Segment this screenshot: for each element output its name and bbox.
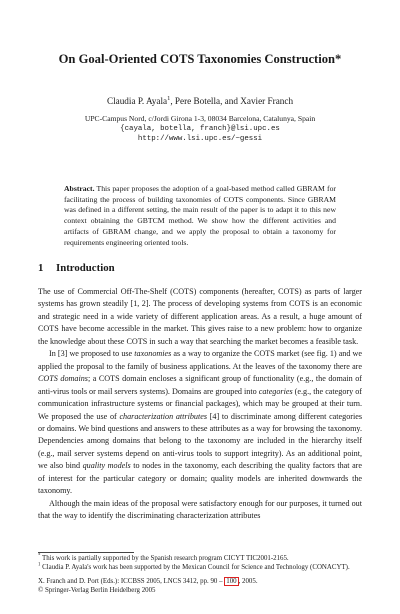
title-text: On Goal-Oriented COTS Taxonomies Construction (58, 52, 336, 66)
author-list (20, 96, 380, 107)
paper-title (20, 52, 380, 67)
footnote-2 (38, 564, 362, 573)
p2-text-1: In [3] we proposed to use (49, 349, 135, 359)
affiliation-block (20, 114, 380, 144)
footnote-rule (38, 552, 134, 553)
title-footnote-mark: * (335, 52, 342, 66)
footnote-1-mark: * (38, 553, 41, 559)
abstract (64, 184, 336, 248)
footnote-2-mark: 1 (38, 562, 41, 568)
abstract-text: This paper proposes the adoption of a goal-based method called GBRAM for facilitating the process of building taxonomies of COTS components. Since GBRAM was defined in a different setting, the main result of the paper is to adapt it to this new context obtaining the GBTCM method. We show how the different activities and artifacts of GBRAM change, and we apply the proposal to obtain a taxonomy for requirements engineering oriented tools. (64, 184, 336, 247)
body-text (38, 286, 362, 523)
section-number: 1 (38, 262, 44, 274)
footnote-2-text: Claudia P. Ayala's work has been supported by the Mexican Council for Science and Technology (CONACYT). (40, 563, 350, 571)
copyright-block (38, 578, 362, 595)
footnotes (38, 555, 362, 572)
author-1-footnote-mark: 1 (167, 94, 171, 102)
p2-emph-quality-models: quality models (82, 461, 131, 471)
citation-line (38, 578, 362, 587)
affiliation-url: http://www.lsi.upc.es/~gessi (137, 135, 263, 143)
paragraph-1: The use of Commercial Off-The-Shelf (COTS) components (hereafter, COTS) as parts of larger systems has grown steadily [1, 2]. The process of developing systems from COTS is an economic and strategic need in a wide variety of different application areas. As a result, a huge amount of COTS have become accessible in the market. This gives raise to a new problem: how to organize the knowledge about these COTS in such a way that searching the market becomes a feasible task. (38, 287, 362, 346)
p2-text-5: [4] to discriminate among different categories or domains. We bind questions and answers to these attributes as a way for browsing the taxonomy. Dependencies among domains that belong to the taxonomy are included in the hierarchy itself (e.g., mail server systems depend on anti-virus tools to support integrity). As an additional point, we also bind (38, 411, 363, 471)
other-authors: , Pere Botella, and Xavier Franch (170, 96, 294, 106)
author-1: Claudia P. Ayala (106, 96, 168, 106)
p2-text-2: as a way to organize the COTS market (see fig. 1) and we applied the proposal to the family of business applications. At the leaves of the taxonomy there are (38, 349, 363, 371)
citation-year: , 2005. (238, 578, 258, 585)
section-heading (38, 262, 115, 275)
section-title: Introduction (56, 262, 115, 274)
p2-text-4: (e.g., the category of communication infrastructure systems or financial packages), which may be grouped at their turn. We proposed the use of (38, 386, 362, 421)
footnote-1 (38, 555, 362, 564)
paragraph-3: Although the main ideas of the proposal were satisfactory enough for our purposes, it turned out that the way to identify the discriminating characterization attributes (38, 498, 362, 521)
p2-emph-cots-domains: COTS domains (38, 374, 88, 384)
p2-text-3: ; a COTS domain encloses a significant group of functionality (e.g., the domain of anti-virus tools or mail servers systems). Domains are grouped into (38, 374, 362, 396)
citation-text: X. Franch and D. Port (Eds.): ICCBSS 2005, LNCS 3412, pp. 90 – (38, 578, 225, 585)
affiliation-emails: {cayala, botella, franch}@lsi.upc.es (120, 125, 280, 133)
p2-emph-categories: categories (258, 386, 293, 396)
copyright-line: © Springer-Verlag Berlin Heidelberg 2005 (38, 586, 156, 594)
footnote-1-text: This work is partially supported by the Spanish research program CICYT TIC2001-2165. (40, 555, 289, 562)
affiliation-address: UPC-Campus Nord, c/Jordi Girona 1-3, 08034 Barcelona, Catalunya, Spain (84, 114, 316, 123)
paragraph-2 (38, 348, 362, 497)
p2-text-6: to nodes in the taxonomy, each describing the quality factors that are of interest for the particular category or domain; quality models are inherited downwards the taxonomy. (38, 461, 362, 496)
citation-end-page: 100 (226, 578, 237, 585)
p2-emph-characterization-attributes: characterization attributes (119, 411, 207, 421)
p2-emph-taxonomies: taxonomies (134, 349, 172, 359)
abstract-label: Abstract. (64, 184, 95, 193)
